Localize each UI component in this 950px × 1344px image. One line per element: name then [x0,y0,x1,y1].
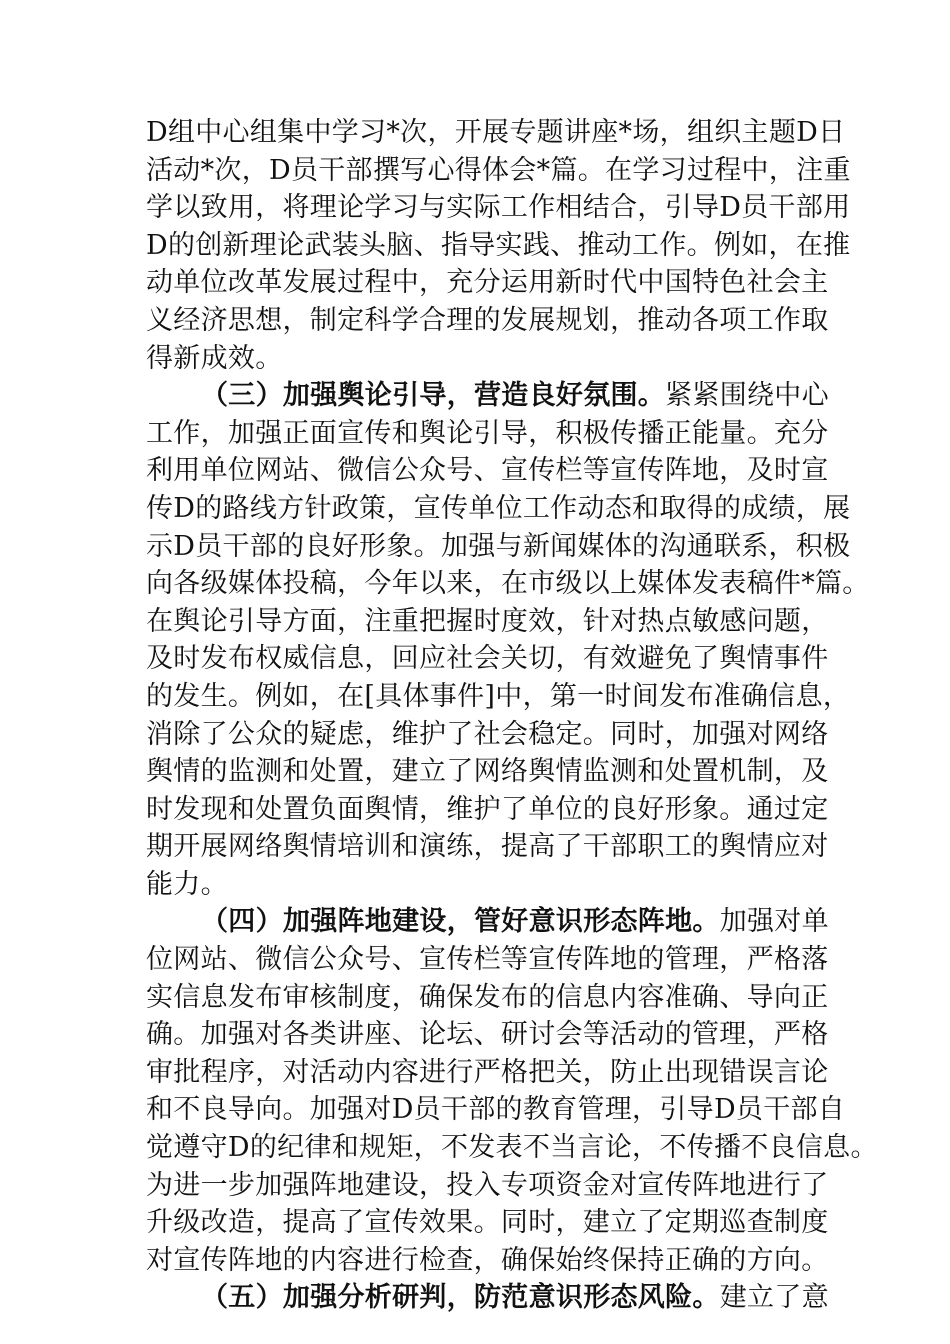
text-line: D的创新理论武装头脑、指导实践、推动工作。例如，在推 [146,229,851,261]
text-run: 加强对单 [719,906,829,938]
text-line: 实信息发布审核制度，确保发布的信息内容准确、导向正 [146,981,829,1013]
text-run: 建立了意 [719,1282,829,1314]
text-line: 位网站、微信公众号、宣传栏等宣传阵地的管理，严格落 [146,944,829,976]
paragraph-public-opinion [146,377,870,903]
text-line: 学以致用，将理论学习与实际工作相结合，引导D员干部用 [146,192,851,224]
text-line: 审批程序，对活动内容进行严格把关，防止出现错误言论 [146,1056,829,1088]
text-line: 义经济思想，制定科学合理的发展规划，推动各项工作取 [146,304,829,336]
paragraph-risk-analysis [146,1279,829,1317]
text-run: 紧紧围绕中心 [665,380,829,412]
text-line: 消除了公众的疑虑，维护了社会稳定。同时，加强对网络 [146,718,829,750]
document-body [146,114,878,1317]
paragraph-positions [146,903,878,1279]
text-line: 工作，加强正面宣传和舆论引导，积极传播正能量。充分 [146,417,829,449]
paragraph-first-line [146,1279,829,1317]
text-line: 觉遵守D的纪律和规矩，不发表不当言论，不传播不良信息。 [146,1132,878,1164]
text-line: 利用单位网站、微信公众号、宣传栏等宣传阵地，及时宣 [146,455,829,487]
text-line: 时发现和处置负面舆情，维护了单位的良好形象。通过定 [146,793,829,825]
text-line: 活动*次，D员干部撰写心得体会*篇。在学习过程中，注重 [146,154,851,186]
paragraph-first-line [146,903,829,941]
text-line: 动单位改革发展过程中，充分运用新时代中国特色社会主 [146,267,829,299]
text-line: 向各级媒体投稿，今年以来，在市级以上媒体发表稿件*篇。 [146,568,870,600]
text-line: 得新成效。 [146,342,283,374]
section-heading: （四）加强阵地建设，管好意识形态阵地。 [201,906,720,938]
paragraph-first-line [146,377,829,415]
text-line: 示D员干部的良好形象。加强与新闻媒体的沟通联系，积极 [146,530,851,562]
text-line: 升级改造，提高了宣传效果。同时，建立了定期巡查制度 [146,1207,829,1239]
section-heading: （五）加强分析研判，防范意识形态风险。 [201,1282,720,1314]
text-line: 确。加强对各类讲座、论坛、研讨会等活动的管理，严格 [146,1019,829,1051]
text-line: 及时发布权威信息，回应社会关切，有效避免了舆情事件 [146,643,829,675]
text-line: D组中心组集中学习*次，开展专题讲座*场，组织主题D日 [146,117,846,148]
text-line: 对宣传阵地的内容进行检查，确保始终保持正确的方向。 [146,1244,829,1276]
text-line: 在舆论引导方面，注重把握时度效，针对热点敏感问题， [146,605,829,637]
text-line: 和不良导向。加强对D员干部的教育管理，引导D员干部自 [146,1094,846,1126]
text-line: 舆情的监测和处置，建立了网络舆情监测和处置机制，及 [146,756,829,788]
text-line: 为进一步加强阵地建设，投入专项资金对宣传阵地进行了 [146,1169,829,1201]
section-heading: （三）加强舆论引导，营造良好氛围。 [201,380,666,412]
text-line: 能力。 [146,868,228,900]
paragraph-study [146,114,851,377]
text-line: 传D的路线方针政策，宣传单位工作动态和取得的成绩，展 [146,492,851,524]
text-line: 的发生。例如，在[具体事件]中，第一时间发布准确信息， [146,680,851,712]
text-line: 期开展网络舆情培训和演练，提高了干部职工的舆情应对 [146,831,829,863]
